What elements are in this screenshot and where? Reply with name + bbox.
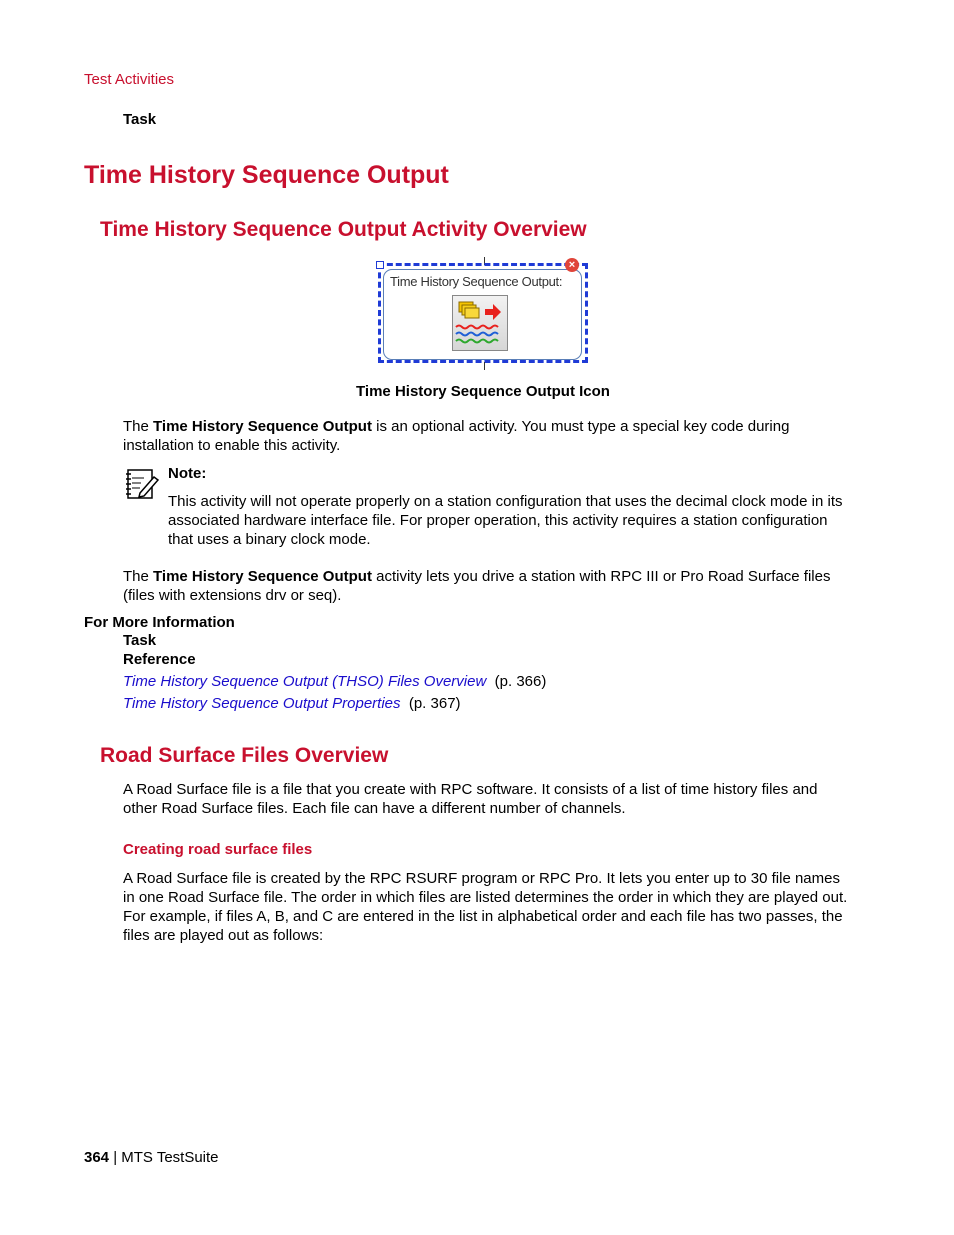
- thso-properties-link[interactable]: Time History Sequence Output Properties: [123, 695, 401, 712]
- more-info-reference-label: Reference: [123, 651, 196, 668]
- footer-separator: |: [109, 1149, 122, 1166]
- road-surface-paragraph-1: A Road Surface file is a file that you create with RPC software. It consists of a list of time history files and other Road Surface files. Each file can have a different number of channels.: [123, 781, 818, 817]
- note-pencil-icon: [124, 466, 160, 502]
- link-page-ref: (p. 366): [494, 673, 547, 690]
- page-footer: [84, 1149, 219, 1166]
- section-heading-road-surface: Road Surface Files Overview: [100, 744, 389, 767]
- link-page-ref: (p. 367): [408, 695, 461, 712]
- activity-widget-title: Time History Sequence Output:: [390, 274, 563, 289]
- connector-handle-bottom: [484, 362, 485, 370]
- page-title: Time History Sequence Output: [84, 161, 449, 189]
- resize-handle: [376, 261, 384, 269]
- reference-link-item: [123, 673, 546, 690]
- close-icon: ×: [565, 258, 579, 272]
- task-label: Task: [123, 111, 157, 128]
- page-number: 364: [84, 1149, 110, 1166]
- activity-widget-figure: [376, 258, 592, 370]
- note-label: Note:: [168, 465, 207, 482]
- overview-paragraph-1: The Time History Sequence Output is an optional activity. You must type a special key code during installation to enable this activity.: [123, 418, 790, 454]
- time-history-sequence-icon: [452, 295, 508, 351]
- section-heading-overview: Time History Sequence Output Activity Overview: [100, 218, 587, 241]
- overview-paragraph-2: The Time History Sequence Output activity lets you drive a station with RPC III or Pro Road Surface files (files with extensions drv or seq).: [123, 568, 831, 604]
- more-info-heading: For More Information: [84, 614, 235, 631]
- breadcrumb[interactable]: Test Activities: [84, 71, 175, 88]
- subheading-creating-road-surface-files: Creating road surface files: [123, 841, 313, 858]
- figure-caption: Time History Sequence Output Icon: [356, 383, 610, 400]
- thso-files-overview-link[interactable]: Time History Sequence Output (THSO) Files Overview: [123, 673, 487, 690]
- reference-link-item: [123, 695, 461, 712]
- road-surface-paragraph-2: A Road Surface file is created by the RPC RSURF program or RPC Pro. It lets you enter up to 30 file names in one Road Surface file. The order in which files are listed determines the order in which they are played out. For example, if files A, B, and C are entered in the list in alphabetical order and each file has two passes, the files are played out as follows:: [123, 870, 848, 944]
- footer-product: MTS TestSuite: [121, 1149, 219, 1166]
- note-text: This activity will not operate properly on a station configuration that uses the decimal clock mode in its associated hardware interface file. For proper operation, this activity requires a station configuration that uses a binary clock mode.: [168, 493, 843, 548]
- more-info-task-label: Task: [123, 632, 157, 649]
